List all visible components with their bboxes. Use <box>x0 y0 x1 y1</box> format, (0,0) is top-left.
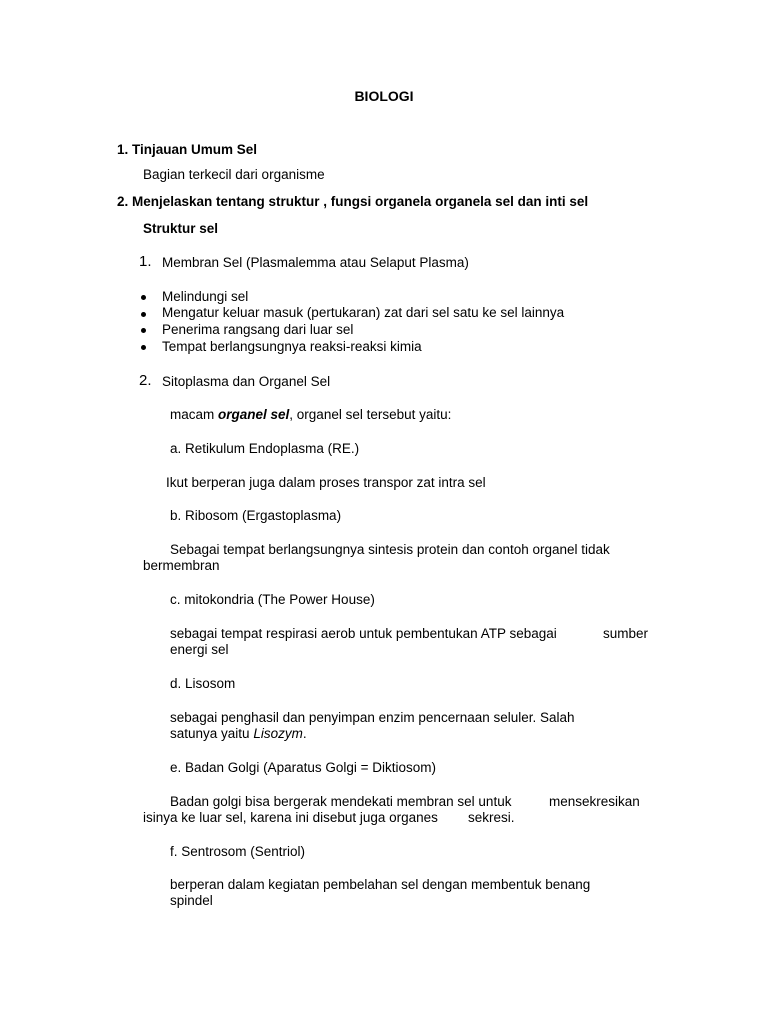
lisosom-text-pre: satunya yaitu <box>170 726 254 741</box>
lisosom-text-line-1: sebagai penghasil dan penyimpan enzim pencernaan seluler. Salah <box>170 710 575 725</box>
organel-intro-pre: macam <box>170 407 219 422</box>
bullet-dot <box>141 345 146 350</box>
section-2-subheading: Struktur sel <box>143 221 219 236</box>
organel-intro-post: , organel sel tersebut yaitu: <box>289 407 452 422</box>
item-2-label: Sitoplasma dan Organel Sel <box>162 374 331 389</box>
sentrosom-text-line-2: spindel <box>170 893 213 908</box>
ribosom-label: b. Ribosom (Ergastoplasma) <box>170 508 342 523</box>
organel-intro <box>170 407 451 423</box>
organel-intro-emphasis: organel sel <box>218 407 290 422</box>
mitokondria-text-line-1-end: sumber <box>603 626 649 641</box>
golgi-text-line-1-end: mensekresikan <box>549 794 640 809</box>
item-1-label: Membran Sel (Plasmalemma atau Selaput Plasma) <box>162 255 469 270</box>
lisosom-label: d. Lisosom <box>170 676 236 691</box>
sentrosom-label: f. Sentrosom (Sentriol) <box>170 844 306 859</box>
golgi-text-line-2: isinya ke luar sel, karena ini disebut juga organes <box>143 810 438 825</box>
page-title: BIOLOGI <box>354 88 414 104</box>
list-item: Melindungi sel <box>162 289 249 304</box>
ribosom-text-line-2: bermembran <box>143 558 220 573</box>
golgi-label: e. Badan Golgi (Aparatus Golgi = Diktiosom) <box>170 760 436 775</box>
mitokondria-text-line-2: energi sel <box>170 642 229 657</box>
lisosom-text-line-2 <box>170 726 307 742</box>
bullet-dot <box>141 295 146 300</box>
list-item: Penerima rangsang dari luar sel <box>162 322 354 337</box>
lisosom-text-post: . <box>302 726 307 741</box>
ribosom-text-line-1: Sebagai tempat berlangsungnya sintesis protein dan contoh organel tidak <box>170 542 610 557</box>
lisosom-text-emphasis: Lisozym <box>253 726 303 741</box>
sentrosom-text-line-1: berperan dalam kegiatan pembelahan sel dengan membentuk benang <box>170 877 591 892</box>
mitokondria-label: c. mitokondria (The Power House) <box>170 592 375 607</box>
re-label: a. Retikulum Endoplasma (RE.) <box>170 441 360 456</box>
golgi-text-line-2-end: sekresi. <box>468 810 515 825</box>
re-text: Ikut berperan juga dalam proses transpor zat intra sel <box>166 475 486 490</box>
bullet-dot <box>141 328 146 333</box>
item-1-number: 1. <box>139 253 152 270</box>
item-2-number: 2. <box>139 372 152 389</box>
section-1-heading: 1. Tinjauan Umum Sel <box>117 142 258 157</box>
mitokondria-text-line-1: sebagai tempat respirasi aerob untuk pembentukan ATP sebagai <box>170 626 557 641</box>
section-2-heading: 2. Menjelaskan tentang struktur , fungsi organela organela sel dan inti sel <box>117 194 589 209</box>
list-item: Tempat berlangsungnya reaksi-reaksi kimia <box>162 339 422 354</box>
golgi-text-line-1: Badan golgi bisa bergerak mendekati membran sel untuk <box>170 794 512 809</box>
section-1-text: Bagian terkecil dari organisme <box>143 167 325 182</box>
list-item: Mengatur keluar masuk (pertukaran) zat dari sel satu ke sel lainnya <box>162 305 565 320</box>
bullet-dot <box>141 312 146 317</box>
